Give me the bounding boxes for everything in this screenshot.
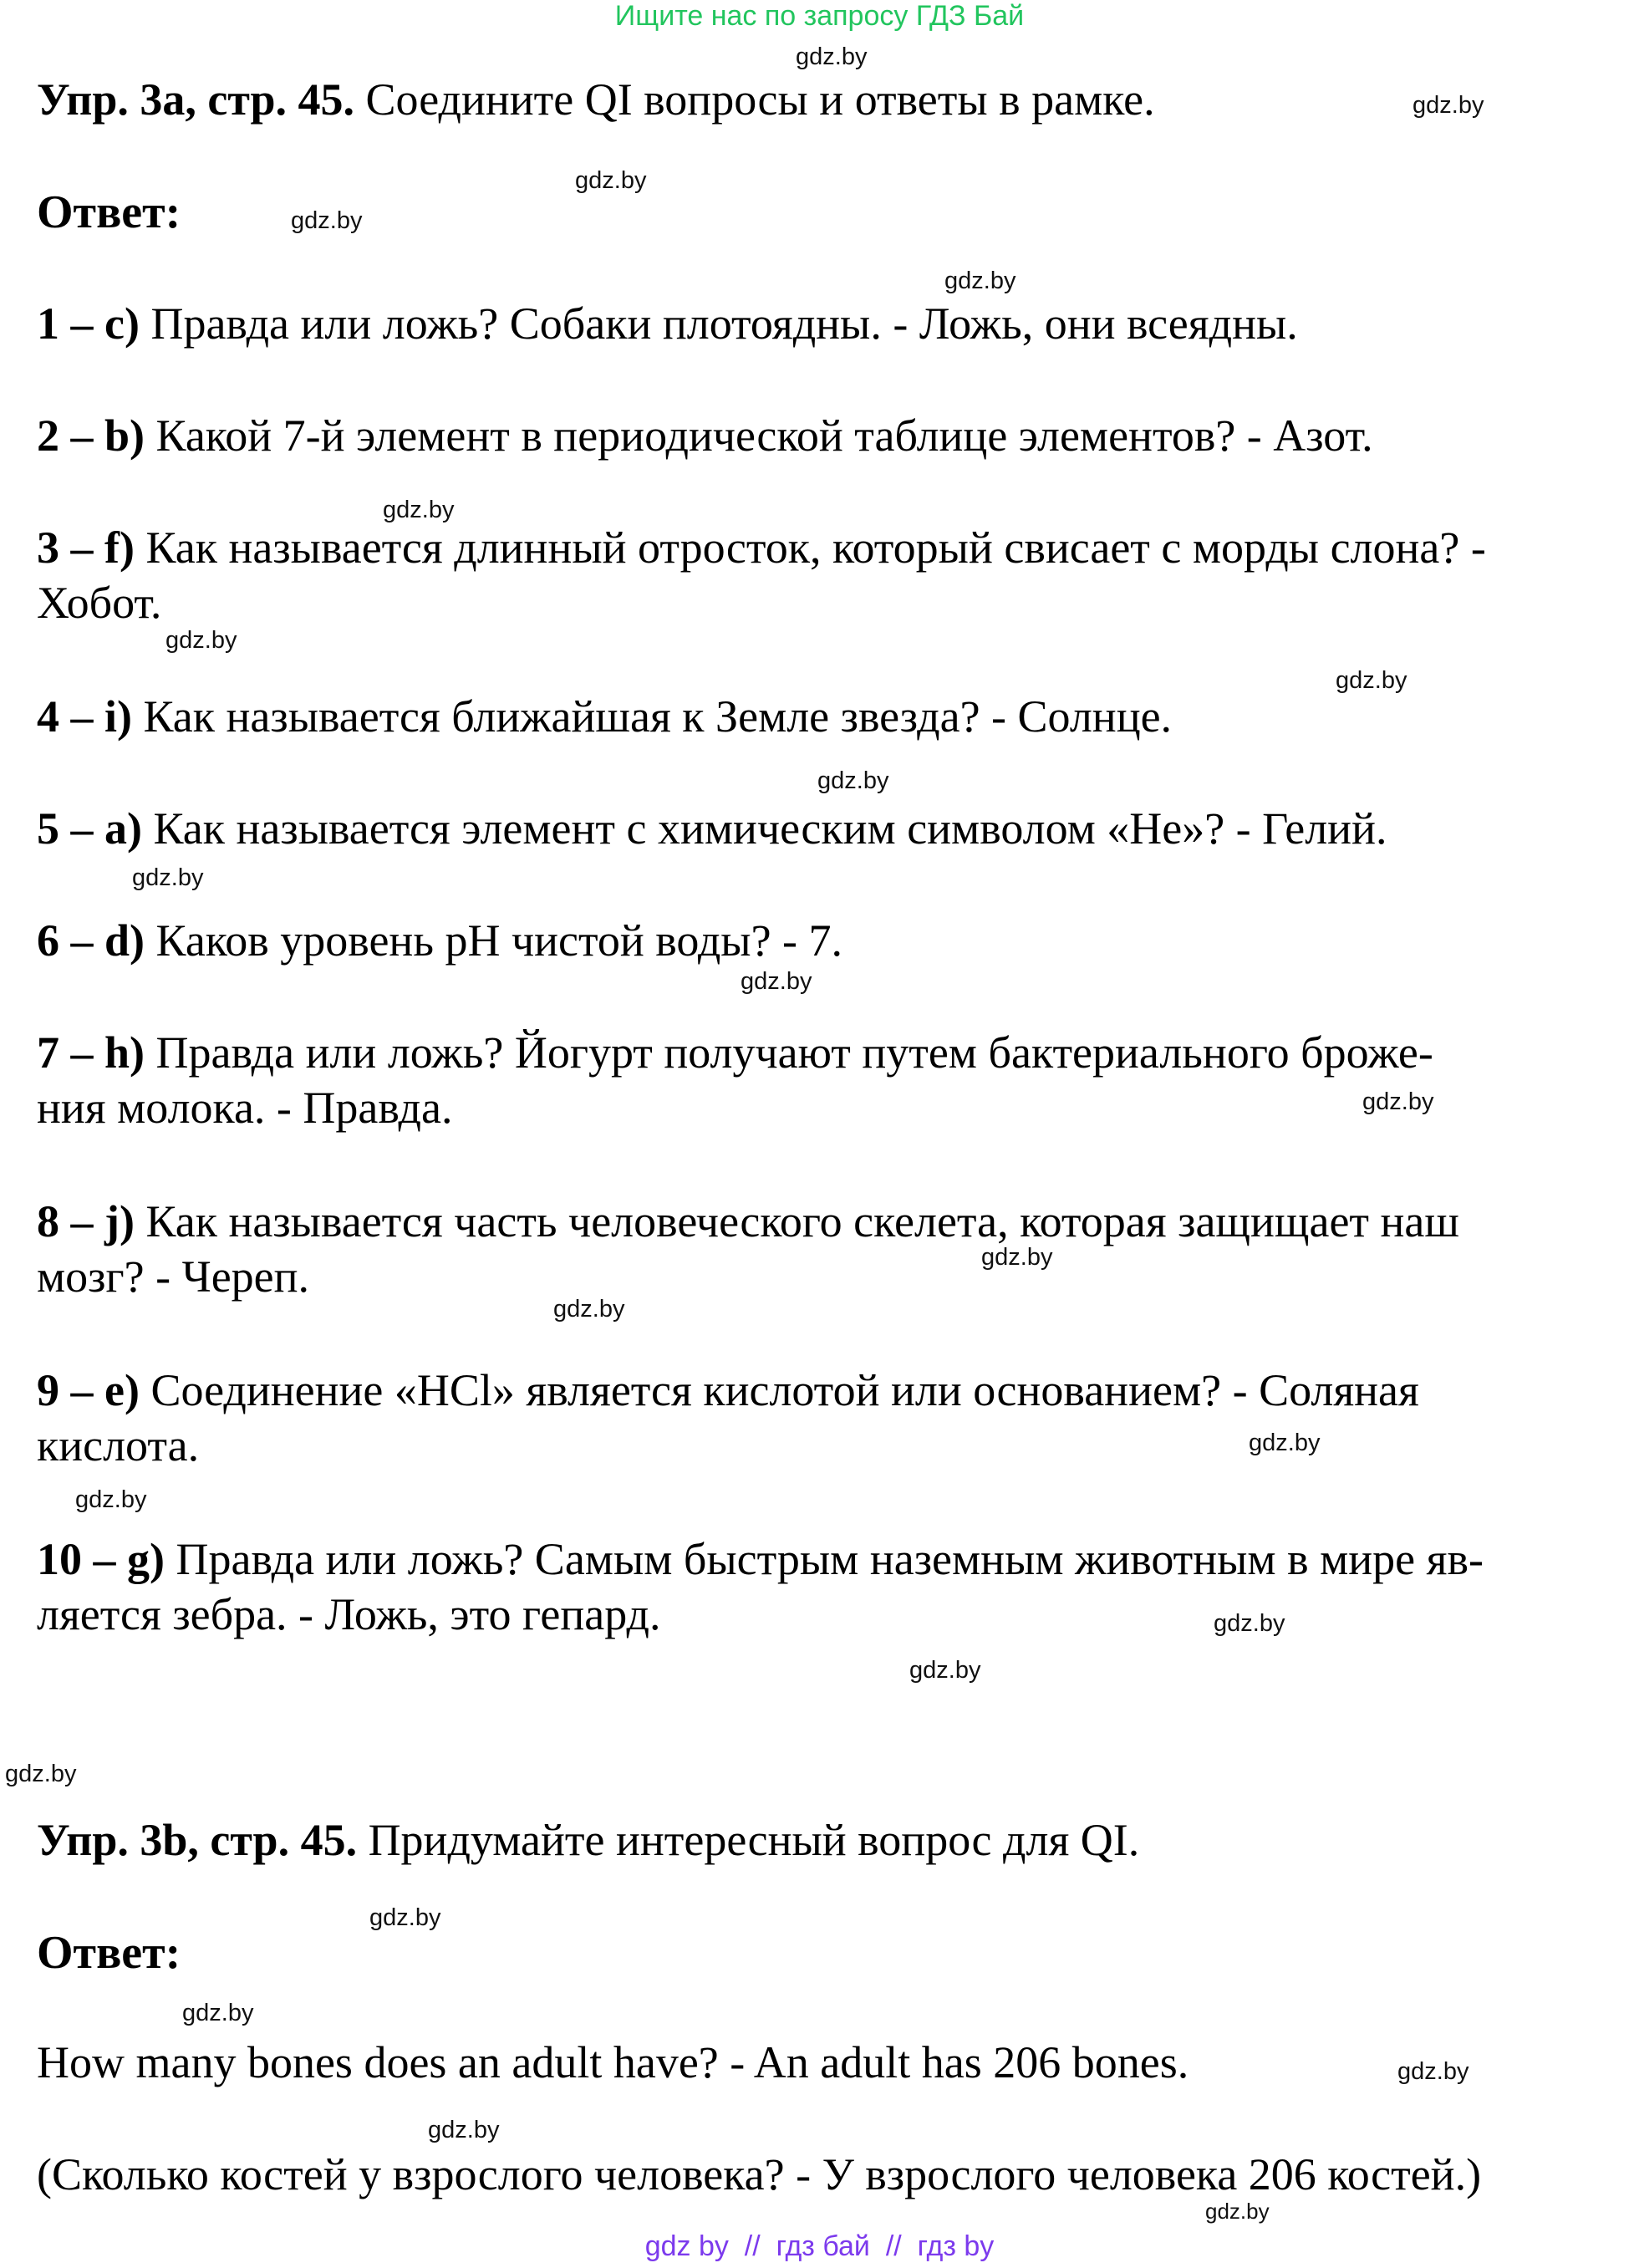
exercise-3b-instruction: Придумайте интересный вопрос для QI. — [357, 1815, 1140, 1865]
answer-item-7 — [37, 1027, 1433, 1078]
answer-item-4 — [37, 691, 1172, 742]
answer-text: Какой 7-й элемент в периодической таблице элементов? - Азот. — [145, 410, 1373, 461]
answer-item-9-continuation: кислота. — [37, 1420, 200, 1470]
answer-label-3a: Ответ: — [37, 186, 181, 238]
answer-key: 2 – b) — [37, 410, 145, 461]
exercise-3b-heading — [37, 1814, 1139, 1866]
answer-text: Правда или ложь? Собаки плотоядны. - Ложь, они всеядны. — [139, 298, 1298, 349]
exercise-3a-heading — [37, 74, 1155, 125]
watermark: gdz.by — [5, 1761, 77, 1787]
watermark: gdz.by — [1214, 1610, 1285, 1637]
answer-item-3-continuation: Хобот. — [37, 578, 162, 628]
watermark: gdz.by — [553, 1296, 625, 1323]
watermark: gdz.by — [369, 1904, 441, 1931]
answer-item-10 — [37, 1533, 1484, 1585]
watermark: gdz.by — [182, 2000, 254, 2026]
answer-item-1 — [37, 298, 1298, 349]
answer-key: 10 – g) — [37, 1534, 165, 1584]
watermark: gdz.by — [75, 1486, 147, 1513]
answer-text: Каков уровень pH чистой воды? - 7. — [145, 915, 843, 966]
watermark: gdz.by — [741, 968, 812, 995]
answer-text: Как называется длинный отросток, который свисает с морды слона? - — [134, 522, 1486, 573]
exercise-3a-instruction: Соедините QI вопросы и ответы в рамке. — [354, 74, 1155, 125]
answer-english: How many bones does an adult have? - An adult has 206 bones. — [37, 2037, 1189, 2087]
footer-links[interactable]: gdz by // гдз бай // гдз by — [644, 2230, 995, 2262]
answer-key: 9 – e) — [37, 1365, 140, 1415]
watermark: gdz.by — [291, 207, 363, 234]
top-search-link[interactable]: Ищите нас по запросу ГДЗ Бай — [614, 0, 1025, 32]
answer-key: 1 – c) — [37, 298, 140, 349]
exercise-3a-label: Упр. 3а, стр. 45. — [37, 74, 355, 125]
answer-text: Как называется элемент с химическим символом «He»? - Гелий. — [141, 803, 1387, 854]
answer-item-8-continuation: мозг? - Череп. — [37, 1251, 310, 1302]
answer-text: Соединение «HCl» является кислотой или основанием? - Соляная — [139, 1365, 1419, 1415]
answer-text: Как называется часть человеческого скелета, которая защищает наш — [134, 1196, 1459, 1246]
watermark: gdz.by — [1249, 1430, 1321, 1456]
watermark: gdz.by — [165, 627, 237, 654]
watermark: gdz.by — [575, 167, 647, 194]
watermark: gdz.by — [1397, 2058, 1469, 2085]
watermark: gdz.by — [132, 864, 204, 891]
answer-text: Правда или ложь? Йогурт получают путем бактериального броже- — [145, 1027, 1433, 1078]
answer-item-6 — [37, 915, 842, 966]
answer-item-10-continuation: ляется зебра. - Ложь, это гепард. — [37, 1589, 661, 1639]
watermark: gdz.by — [428, 2117, 500, 2143]
watermark: gdz.by — [383, 497, 455, 523]
answer-key: 7 – h) — [37, 1027, 145, 1078]
answer-item-2 — [37, 410, 1373, 461]
answer-item-7-continuation: ния молока. - Правда. — [37, 1083, 453, 1133]
answer-text: Правда или ложь? Самым быстрым наземным животным в мире яв- — [164, 1534, 1484, 1584]
answer-translation: (Сколько костей у взрослого человека? - У взрослого человека 206 костей.) — [37, 2149, 1482, 2199]
answer-item-3 — [37, 522, 1486, 573]
answer-item-8 — [37, 1195, 1459, 1247]
watermark: gdz.by — [944, 268, 1016, 294]
watermark: gdz.by — [981, 1244, 1053, 1271]
answer-key: 4 – i) — [37, 691, 132, 742]
watermark: gdz.by — [817, 767, 889, 794]
answer-item-5 — [37, 803, 1387, 854]
answer-key: 8 – j) — [37, 1196, 135, 1246]
watermark: gdz.by — [1336, 667, 1407, 694]
answer-text: Как называется ближайшая к Земле звезда? - Солнце. — [132, 691, 1173, 742]
watermark: gdz.by — [1205, 2199, 1270, 2224]
watermark: gdz.by — [1362, 1088, 1434, 1115]
watermark: gdz.by — [796, 43, 868, 70]
answer-key: 6 – d) — [37, 915, 145, 966]
answer-key: 5 – a) — [37, 803, 142, 854]
answer-item-9 — [37, 1364, 1419, 1416]
watermark: gdz.by — [909, 1657, 981, 1684]
watermark: gdz.by — [1412, 92, 1484, 119]
answer-key: 3 – f) — [37, 522, 135, 573]
answer-label-3b: Ответ: — [37, 1927, 181, 1979]
exercise-3b-label: Упр. 3b, стр. 45. — [37, 1815, 358, 1865]
